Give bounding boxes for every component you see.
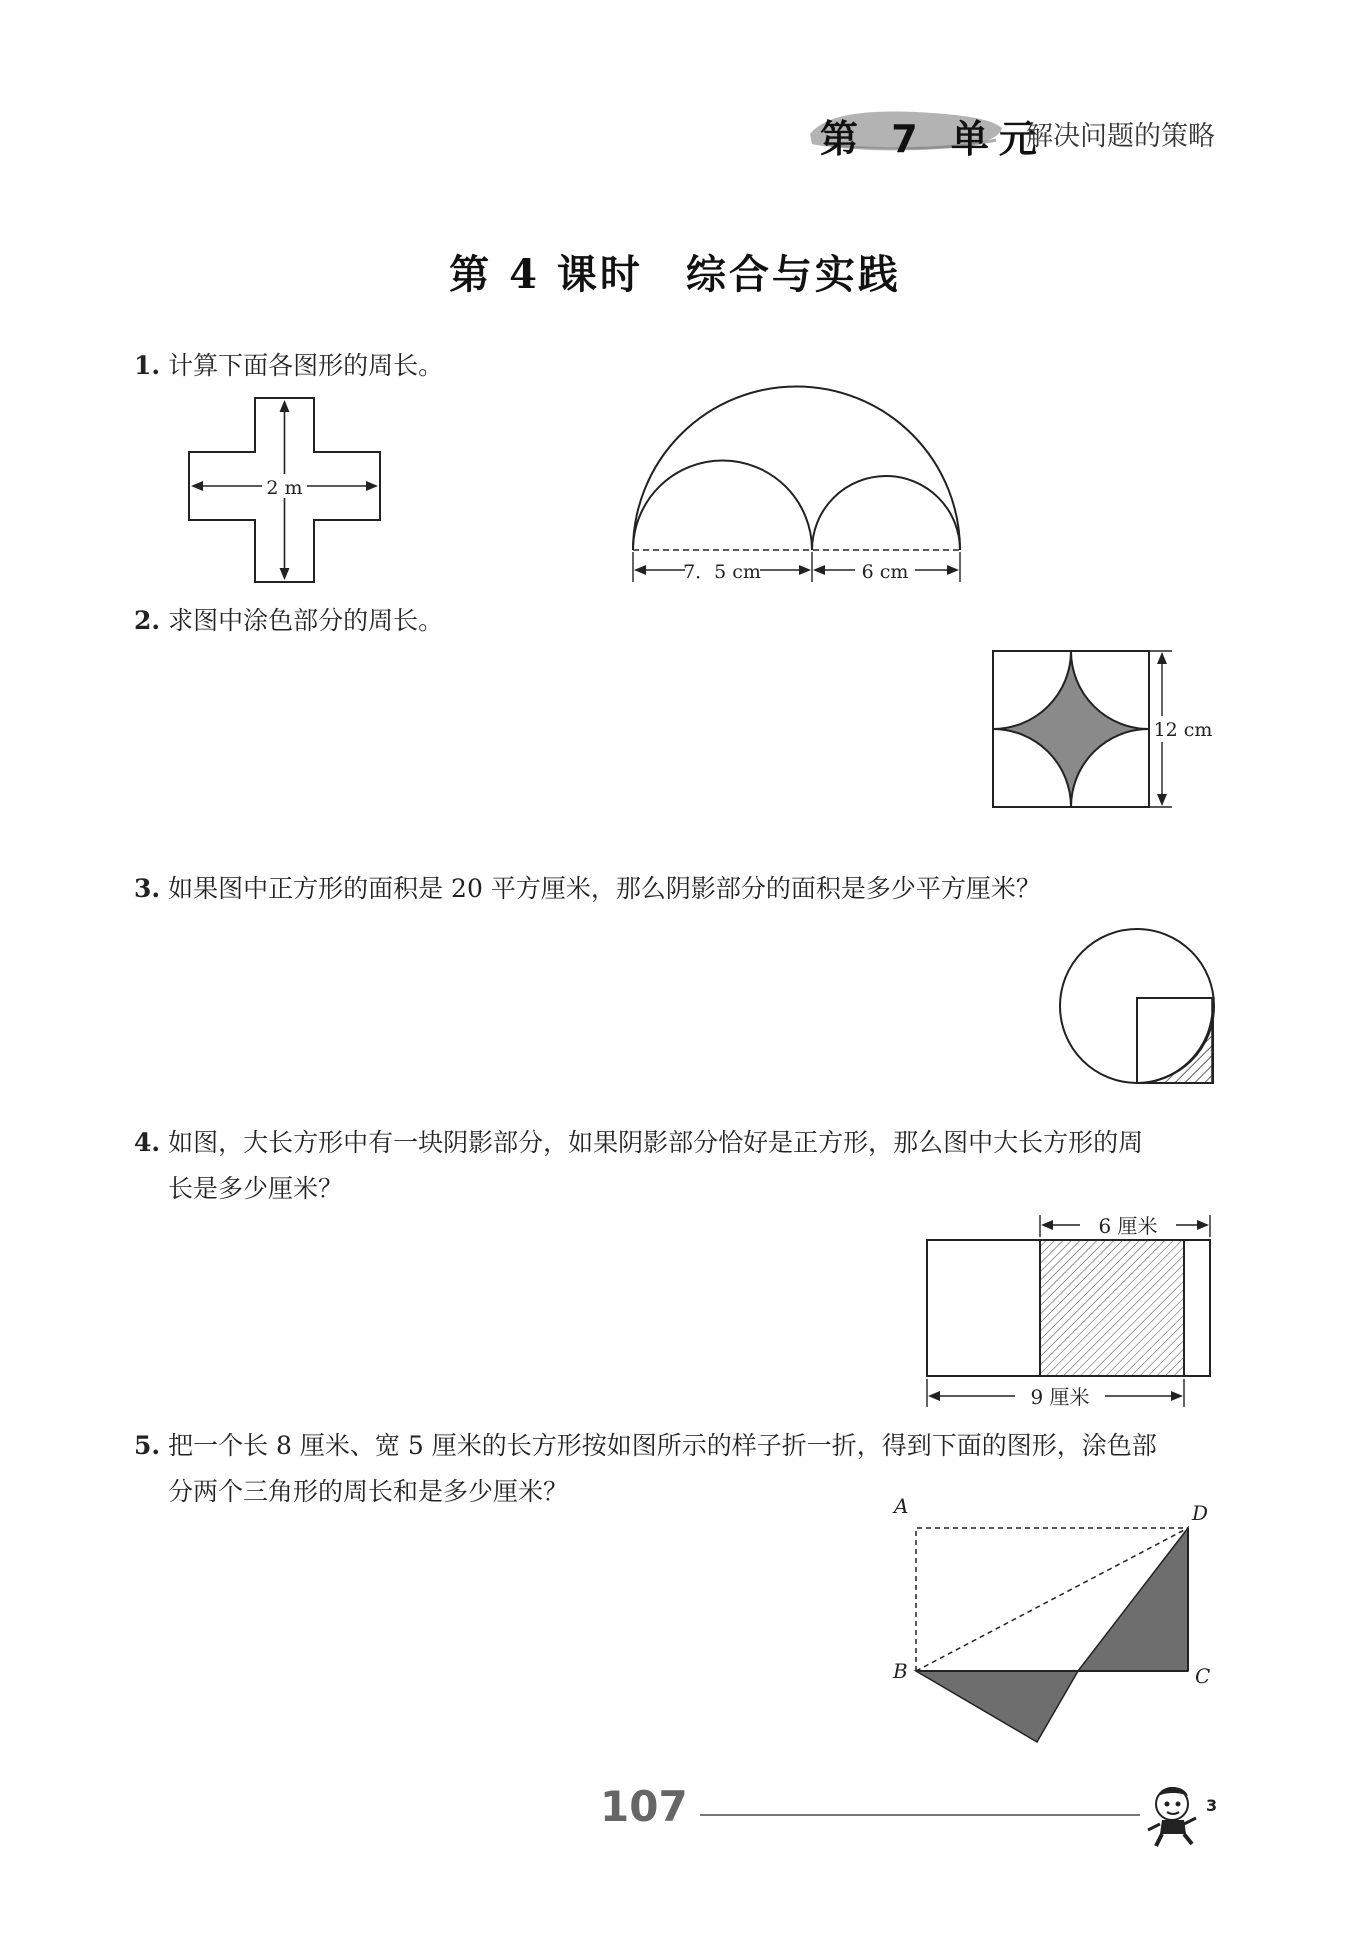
question-text-continued: 分两个三角形的周长和是多少厘米？ [168, 1477, 569, 1506]
question-number: 4. [134, 1128, 161, 1157]
shaded-triangle-bottom [916, 1671, 1078, 1742]
square-label: 12 cm [1153, 719, 1213, 741]
arcs-right-label: 6 cm [861, 561, 909, 583]
hatched-region [1137, 998, 1212, 1083]
mascot-icon [1140, 1782, 1220, 1852]
question-text: 如图，大长方形中有一块阴影部分，如果阴影部分恰好是正方形，那么图中大长方形的周 [168, 1128, 1144, 1157]
question-4 [134, 1120, 1224, 1212]
page-number: 107 [600, 1782, 688, 1831]
question-text: 把一个长 8 厘米、宽 5 厘米的长方形按如图所示的样子折一折，得到下面的图形，涂色部 [168, 1431, 1157, 1460]
shaded-triangle-right [1078, 1528, 1188, 1671]
question-text: 如果图中正方形的面积是 20 平方厘米，那么阴影部分的面积是多少平方厘米？ [168, 874, 1041, 903]
medium-semicircle [633, 461, 812, 551]
label-c: C [1195, 1664, 1211, 1688]
cross-label: 2 m [266, 477, 303, 499]
question-1 [134, 343, 1224, 389]
label-a: A [894, 1494, 909, 1518]
question-number: 1. [134, 351, 161, 380]
question-number: 5. [134, 1431, 161, 1460]
folded-rectangle-figure [880, 1480, 1220, 1760]
question-number: 2. [134, 606, 161, 635]
large-semicircle [633, 387, 960, 551]
mascot-mark: 3 [1206, 1796, 1218, 1815]
unit-label: 第 7 单元 [820, 117, 1047, 161]
label-d: D [1192, 1501, 1209, 1525]
question-3 [134, 866, 1224, 912]
arcs-figure [630, 390, 970, 590]
label-b: B [893, 1659, 908, 1683]
square-star-figure [990, 648, 1220, 813]
circle-square-figure [1050, 930, 1220, 1085]
small-semicircle [812, 476, 960, 550]
footer-rule [700, 1814, 1140, 1816]
question-text-continued: 长是多少厘米？ [168, 1174, 344, 1203]
rect-top-label: 6 厘米 [1098, 1214, 1158, 1238]
lesson-title: 第 4 课时 综合与实践 [449, 251, 901, 298]
question-text: 求图中涂色部分的周长。 [168, 606, 444, 635]
rect-bottom-label: 9 厘米 [1030, 1385, 1090, 1409]
question-text: 计算下面各图形的周长。 [168, 351, 444, 380]
cross-figure [180, 390, 390, 590]
question-2 [134, 598, 1224, 644]
rectangle-square-figure [920, 1205, 1220, 1415]
shaded-concave-region [993, 651, 1149, 807]
unit-subtitle: 解决问题的策略 [1026, 121, 1215, 152]
question-number: 3. [134, 874, 161, 903]
arcs-left-label: 7．5 cm [683, 561, 761, 583]
hatched-square [1040, 1240, 1184, 1376]
